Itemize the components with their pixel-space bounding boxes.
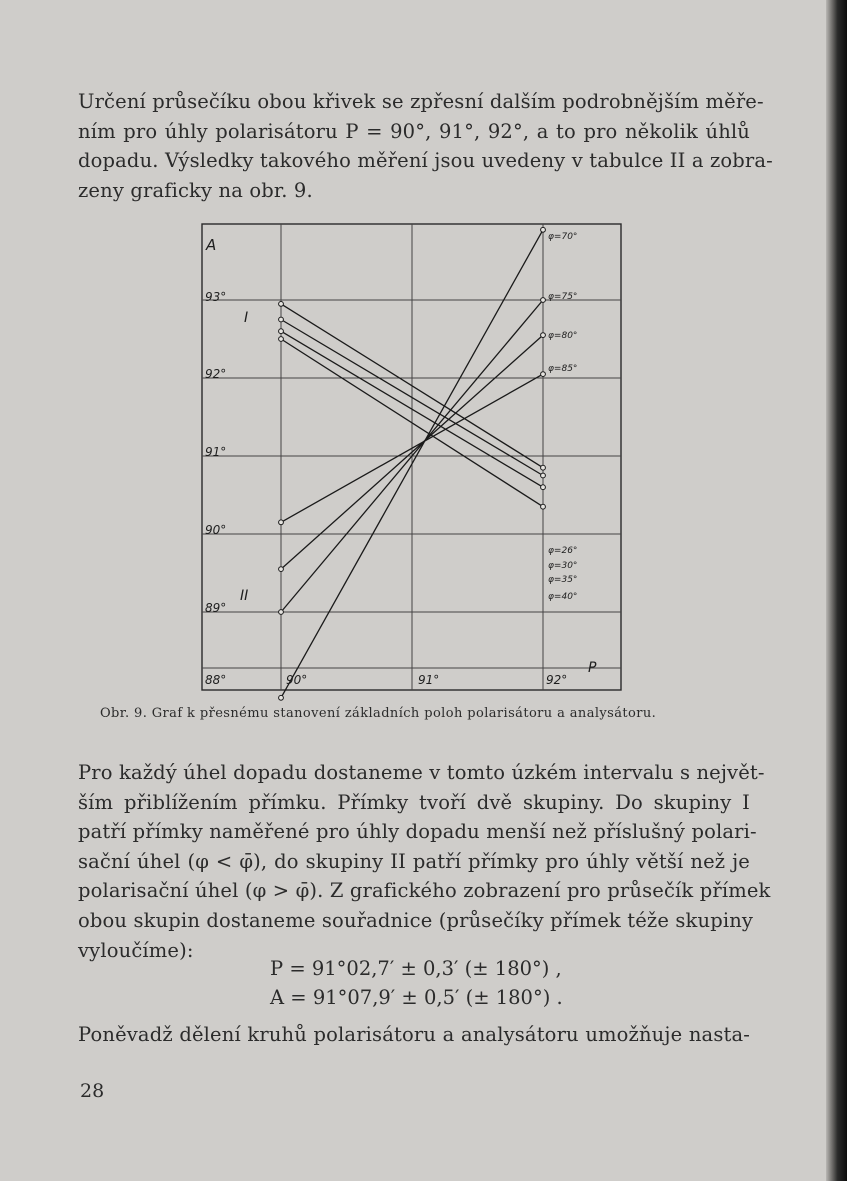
point-end-phi85 — [541, 504, 546, 509]
point-end-phi75 — [541, 473, 546, 478]
y-tick-93: 93° — [205, 290, 227, 304]
group-label-II: II — [240, 588, 249, 604]
text-line: polarisační úhel (φ > φ̄). Z grafického zobrazení pro průsečík přímek — [78, 879, 771, 903]
point-start-phi85 — [279, 337, 284, 342]
group-label-I: I — [244, 310, 249, 326]
text-line: Poněvadž dělení kruhů polarisátoru a analysátoru umožňuje nasta- — [78, 1023, 750, 1046]
line-label-phi26: φ=26° — [548, 546, 578, 556]
point-start-phi30 — [279, 567, 284, 572]
paragraph-continuation — [78, 1020, 750, 1050]
x-tick-91: 91° — [418, 673, 440, 687]
point-start-phi70 — [279, 302, 284, 307]
y-tick-90: 90° — [205, 523, 227, 537]
line-label-phi35: φ=35° — [548, 575, 578, 585]
page-number: 28 — [80, 1080, 105, 1102]
text-line: zeny graficky na obr. 9. — [78, 178, 313, 202]
line-label-phi40: φ=40° — [548, 592, 578, 602]
line-label-phi30: φ=30° — [548, 561, 578, 571]
x-axis-name: P — [588, 660, 597, 676]
line-label-phi75: φ=75° — [548, 292, 578, 302]
point-start-phi40 — [279, 695, 284, 700]
text-line: ším přiblížením přímku. Přímky tvoří dvě skupiny. Do skupiny I — [78, 790, 750, 814]
point-start-phi35 — [279, 610, 284, 615]
text-line: Pro každý úhel dopadu dostaneme v tomto úzkém intervalu s největ- — [78, 761, 765, 784]
y-tick-89: 89° — [205, 601, 227, 615]
y-tick-92: 92° — [205, 367, 227, 381]
text-line: obou skupin dostaneme souřadnice (průsečíky přímek téže skupiny — [78, 908, 754, 932]
figure-caption: Obr. 9. Graf k přesnému stanovení základních poloh polarisátoru a analysátoru. — [100, 706, 657, 721]
point-end-phi80 — [541, 485, 546, 490]
point-start-phi26 — [279, 520, 284, 525]
point-start-phi75 — [279, 317, 284, 322]
paragraph-discussion — [78, 758, 771, 965]
x-tick-90: 90° — [286, 673, 308, 687]
y-tick-88: 88° — [205, 673, 227, 687]
text-line: ním pro úhly polarisátoru P = 90°, 91°, 92°, a to pro několik úhlů — [78, 119, 750, 143]
text-line: vyloučíme): — [78, 938, 194, 962]
equation-A: A = 91°07,9′ ± 0,5′ (± 180°) . — [270, 986, 563, 1009]
text-line: patří přímky naměřené pro úhly dopadu menší než příslušný polari- — [78, 820, 757, 844]
text-line: Určení průsečíku obou křivek se zpřesní dalším podrobnějším měře- — [78, 90, 764, 113]
point-end-phi35 — [541, 298, 546, 303]
text-line: dopadu. Výsledky takového měření jsou uvedeny v tabulce II a zobra- — [78, 149, 773, 173]
line-label-phi80: φ=80° — [548, 331, 578, 341]
line-label-phi70: φ=70° — [548, 232, 578, 242]
y-axis-name: A — [206, 236, 217, 254]
equation-P: P = 91°02,7′ ± 0,3′ (± 180°) , — [270, 957, 562, 980]
point-start-phi80 — [279, 329, 284, 334]
point-end-phi26 — [541, 372, 546, 377]
x-tick-92: 92° — [546, 673, 568, 687]
line-label-phi85: φ=85° — [548, 364, 578, 374]
point-end-phi40 — [541, 227, 546, 232]
y-tick-91: 91° — [205, 445, 227, 459]
point-end-phi30 — [541, 333, 546, 338]
point-end-phi70 — [541, 465, 546, 470]
text-line: sační úhel (φ < φ̄), do skupiny II patří přímky pro úhly větší než je — [78, 849, 750, 873]
